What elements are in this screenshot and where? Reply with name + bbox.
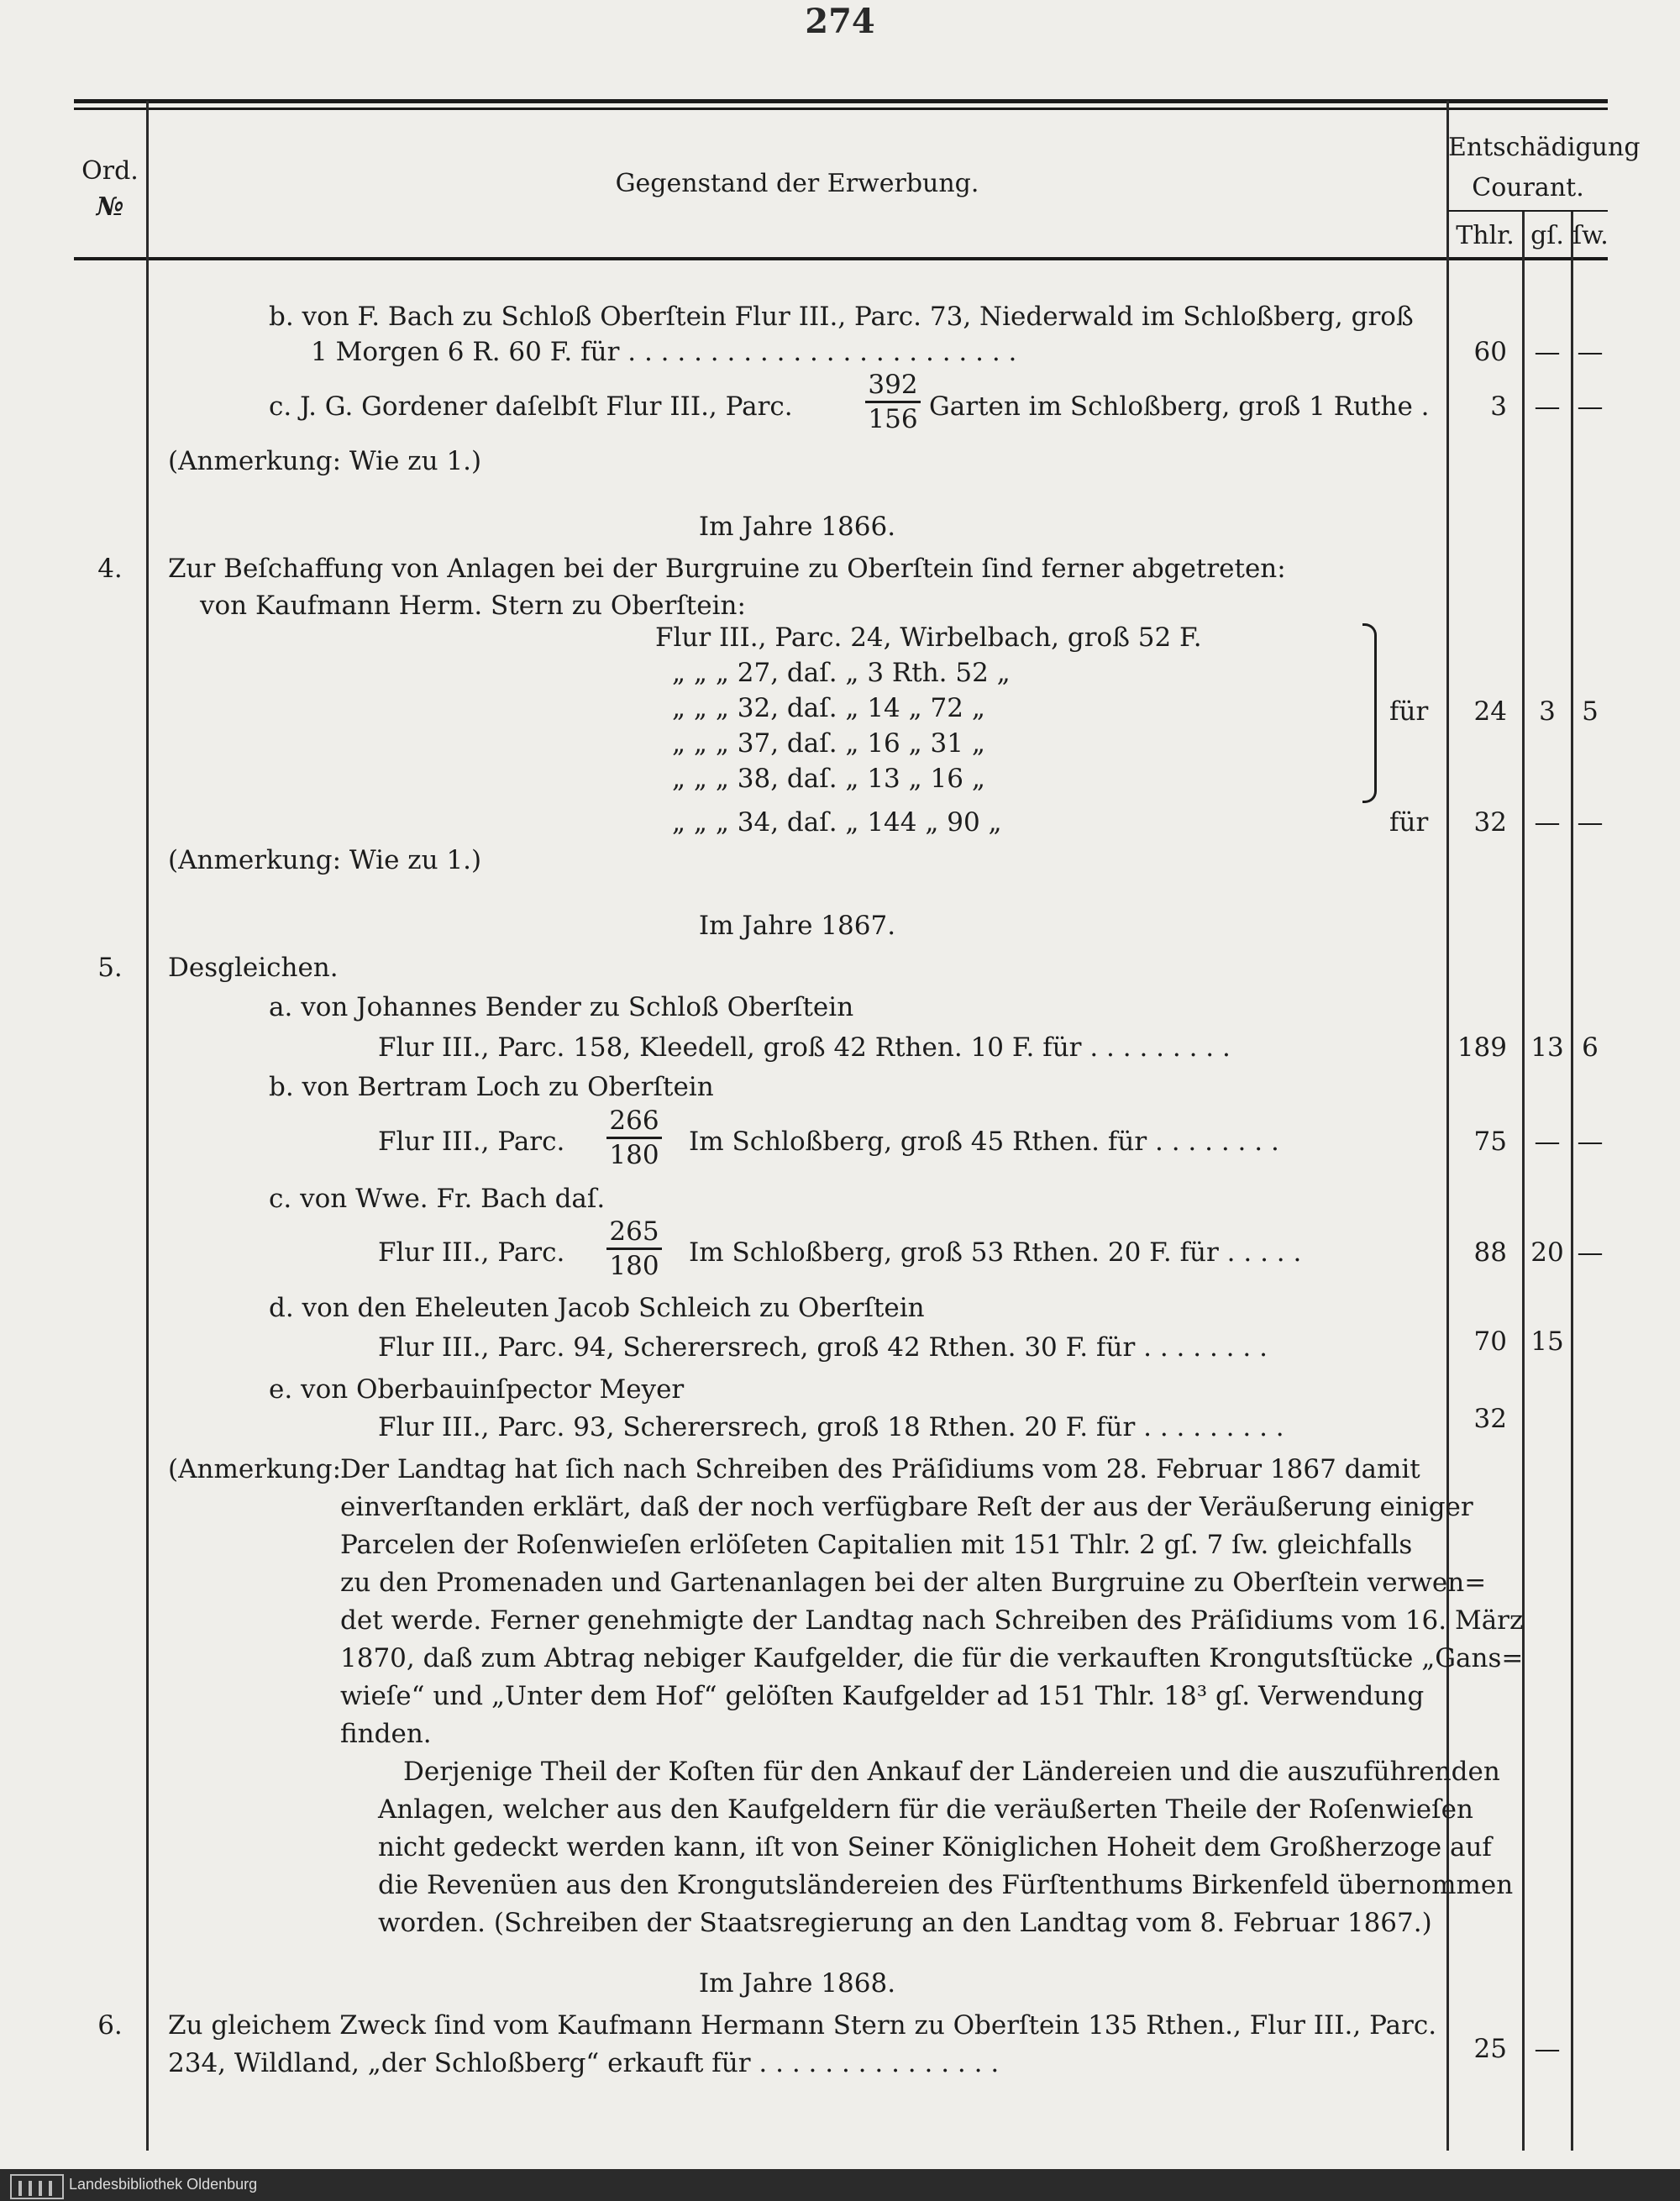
- amount-5d-gf: 15: [1530, 1326, 1564, 1357]
- amount-6-thlr: 25: [1473, 2034, 1507, 2064]
- parcel-34-fuer: für: [1389, 807, 1429, 838]
- header-fw: ſw.: [1572, 221, 1609, 250]
- amount-5a-gf: 13: [1530, 1032, 1564, 1063]
- year-1868: Im Jahre 1868.: [698, 1968, 896, 1999]
- note-3-line4: zu den Promenaden und Gartenanlagen bei der alten Burgruine zu Oberſtein verwen=: [340, 1568, 1487, 1598]
- entry-5a-line1: a. von Johannes Bender zu Schloß Oberſtein: [269, 992, 854, 1022]
- amount-5a-fw: 6: [1582, 1032, 1599, 1063]
- ord-number-5: 5.: [97, 953, 123, 983]
- parcel-group-fuer: für: [1389, 696, 1429, 727]
- amount-c1-gf: —: [1534, 391, 1561, 422]
- amount-5e-thlr: 32: [1473, 1404, 1507, 1434]
- note-3-line13: worden. (Schreiben der Staatsregierung an den Landtag vom 8. Februar 1867.): [378, 1908, 1432, 1938]
- header-bottom-rule: [74, 257, 1608, 260]
- entry-b1-line2: 1 Morgen 6 R. 60 F. für . . . . . . . . . . . . . . . . . . . . . . . .: [311, 337, 1017, 367]
- fraction-c1: [865, 370, 921, 434]
- entry-5-desgleichen: Desgleichen.: [168, 953, 339, 983]
- amount-5c-fw: —: [1577, 1237, 1604, 1268]
- header-subject: Gegenstand der Erwerbung.: [615, 169, 979, 198]
- note-3-line10: Anlagen, welcher aus den Kaufgeldern für die veräußerten Theile der Roſenwieſen: [378, 1794, 1473, 1825]
- entry-5b-left: Flur III., Parc.: [378, 1127, 565, 1157]
- fraction-5c-bar: [606, 1248, 662, 1250]
- amount-b1-thlr: 60: [1473, 337, 1507, 367]
- page-number: 274: [805, 2, 875, 41]
- header-thlr: Thlr.: [1456, 221, 1515, 250]
- header-compensation-line1: Entschädigung: [1448, 133, 1641, 162]
- parcel-32: „ „ „ 32, daſ. „ 14 „ 72 „: [672, 693, 985, 723]
- fraction-5c-top: 265: [609, 1216, 659, 1247]
- amount-34-fw: —: [1577, 807, 1604, 838]
- fraction-5c-bottom: 180: [609, 1251, 659, 1281]
- note-1: (Anmerkung: Wie zu 1.): [168, 446, 482, 476]
- note-3-line7: wieſe“ und „Unter dem Hof“ gelöſten Kaufgelder ad 151 Thlr. 18³ gſ. Verwendung: [340, 1681, 1425, 1711]
- amount-c1-thlr: 3: [1490, 391, 1507, 422]
- note-3-line1: Der Landtag hat ſich nach Schreiben des Präſidiums vom 28. Februar 1867 damit: [340, 1454, 1420, 1484]
- note-3-line5: det werde. Ferner genehmigte der Landtag nach Schreiben des Präſidiums vom 16. März: [340, 1605, 1524, 1636]
- fraction-5b-bottom: 180: [609, 1140, 659, 1170]
- entry-5b-line1: b. von Bertram Loch zu Oberſtein: [269, 1072, 714, 1102]
- entry-5e-line2: Flur III., Parc. 93, Scherersrech, groß 18 Rthen. 20 F. für . . . . . . . . .: [378, 1412, 1284, 1442]
- note-3-line11: nicht gedeckt werden kann, iſt von Seiner Königlichen Hoheit dem Großherzoge auf: [378, 1832, 1492, 1862]
- column-rule-thlr: [1522, 210, 1525, 2151]
- fraction-5b: [606, 1106, 662, 1170]
- entry-6-line2: 234, Wildland, „der Schloßberg“ erkauft für . . . . . . . . . . . . . . .: [168, 2048, 1000, 2078]
- fraction-5b-bar: [606, 1137, 662, 1139]
- header-ord-line1: Ord.: [81, 156, 139, 186]
- amount-6-gf: —: [1534, 2034, 1561, 2064]
- amount-group-gf: 3: [1539, 696, 1556, 727]
- fraction-c1-bar: [865, 401, 921, 403]
- entry-5d-line1: d. von den Eheleuten Jacob Schleich zu Oberſtein: [269, 1293, 925, 1323]
- amount-5b-thlr: 75: [1473, 1127, 1507, 1157]
- amount-5b-gf: —: [1534, 1127, 1561, 1157]
- fraction-5b-top: 266: [609, 1106, 659, 1136]
- note-3-line2: einverſtanden erklärt, daß der noch verfügbare Reſt der aus der Veräußerung einiger: [340, 1492, 1473, 1522]
- note-2: (Anmerkung: Wie zu 1.): [168, 845, 482, 875]
- parcel-27: „ „ „ 27, daſ. „ 3 Rth. 52 „: [672, 658, 1011, 688]
- entry-c1-left: c. J. G. Gordener daſelbſt Flur III., Parc.: [269, 391, 793, 422]
- header-compensation-line2: Courant.: [1472, 173, 1584, 202]
- fraction-c1-top: 392: [868, 370, 918, 400]
- entry-b1-line1: b. von F. Bach zu Schloß Oberſtein Flur III., Parc. 73, Niederwald im Schloßberg, groß: [269, 302, 1414, 332]
- ord-number-4: 4.: [97, 554, 123, 584]
- amount-34-thlr: 32: [1473, 807, 1507, 838]
- fraction-c1-bottom: 156: [868, 404, 918, 434]
- entry-5c-line1: c. von Wwe. Fr. Bach daſ.: [269, 1184, 606, 1214]
- entry-5b-right: Im Schloßberg, groß 45 Rthen. für . . . . . . . .: [689, 1127, 1279, 1157]
- amount-5b-fw: —: [1577, 1127, 1604, 1157]
- parcel-38: „ „ „ 38, daſ. „ 13 „ 16 „: [672, 764, 985, 794]
- amount-c1-fw: —: [1577, 391, 1604, 422]
- amount-b1-fw: —: [1577, 337, 1604, 367]
- parcel-group-brace: [1362, 623, 1377, 803]
- entry-4-line1: Zur Beſchaffung von Anlagen bei der Burgruine zu Oberſtein ſind ferner abgetreten:: [168, 554, 1286, 584]
- amount-group-thlr: 24: [1473, 696, 1507, 727]
- library-footer-bar: [0, 2169, 1680, 2201]
- header-gf: gſ.: [1530, 221, 1564, 250]
- top-double-rule: [74, 99, 1608, 103]
- header-subrule: [1448, 210, 1608, 212]
- amount-34-gf: —: [1534, 807, 1561, 838]
- year-1866: Im Jahre 1866.: [698, 512, 896, 542]
- header-ord-line2: №: [96, 192, 124, 222]
- top-double-rule-2: [74, 108, 1608, 110]
- ord-number-6: 6.: [97, 2010, 123, 2041]
- entry-6-line1: Zu gleichem Zweck ſind vom Kaufmann Hermann Stern zu Oberſtein 135 Rthen., Flur III., Parc.: [168, 2010, 1437, 2041]
- parcel-24: Flur III., Parc. 24, Wirbelbach, groß 52 F.: [655, 622, 1202, 653]
- note-3-line3: Parcelen der Roſenwieſen erlöſeten Capitalien mit 151 Thlr. 2 gſ. 7 ſw. gleichfalls: [340, 1530, 1413, 1560]
- entry-5c-left: Flur III., Parc.: [378, 1237, 565, 1268]
- entry-5d-line2: Flur III., Parc. 94, Scherersrech, groß 42 Rthen. 30 F. für . . . . . . . .: [378, 1332, 1268, 1363]
- library-logo-icon: [10, 2174, 64, 2199]
- column-rule-gf: [1571, 210, 1573, 2151]
- parcel-34: „ „ „ 34, daſ. „ 144 „ 90 „: [672, 807, 1002, 838]
- amount-group-fw: 5: [1582, 696, 1599, 727]
- amount-5c-thlr: 88: [1473, 1237, 1507, 1268]
- entry-5e-line1: e. von Oberbauinſpector Meyer: [269, 1374, 685, 1405]
- amount-5c-gf: 20: [1530, 1237, 1564, 1268]
- year-1867: Im Jahre 1867.: [698, 911, 896, 941]
- fraction-5c: [606, 1216, 662, 1281]
- entry-4-line2: von Kaufmann Herm. Stern zu Oberſtein:: [200, 591, 746, 621]
- column-rule-ord: [146, 101, 149, 2151]
- note-3-line9: Derjenige Theil der Koſten für den Ankauf der Ländereien und die auszuführenden: [403, 1757, 1500, 1787]
- amount-5a-thlr: 189: [1457, 1032, 1507, 1063]
- note-3-line6: 1870, daß zum Abtrag nebiger Kaufgelder, die für die verkauften Krongutsſtücke „Gans=: [340, 1643, 1524, 1673]
- entry-c1-right: Garten im Schloßberg, groß 1 Ruthe .: [929, 391, 1430, 422]
- entry-5c-right: Im Schloßberg, groß 53 Rthen. 20 F. für . . . . .: [689, 1237, 1302, 1268]
- library-name: Landesbibliothek Oldenburg: [69, 2176, 258, 2193]
- note-3-label: (Anmerkung:: [168, 1454, 342, 1484]
- parcel-37: „ „ „ 37, daſ. „ 16 „ 31 „: [672, 728, 985, 759]
- note-3-line8: finden.: [340, 1719, 432, 1749]
- amount-5d-thlr: 70: [1473, 1326, 1507, 1357]
- note-3-line12: die Revenüen aus den Krongutsländereien des Fürſtenthums Birkenfeld übernommen: [378, 1870, 1514, 1900]
- amount-b1-gf: —: [1534, 337, 1561, 367]
- entry-5a-line2: Flur III., Parc. 158, Kleedell, groß 42 Rthen. 10 F. für . . . . . . . . .: [378, 1032, 1231, 1063]
